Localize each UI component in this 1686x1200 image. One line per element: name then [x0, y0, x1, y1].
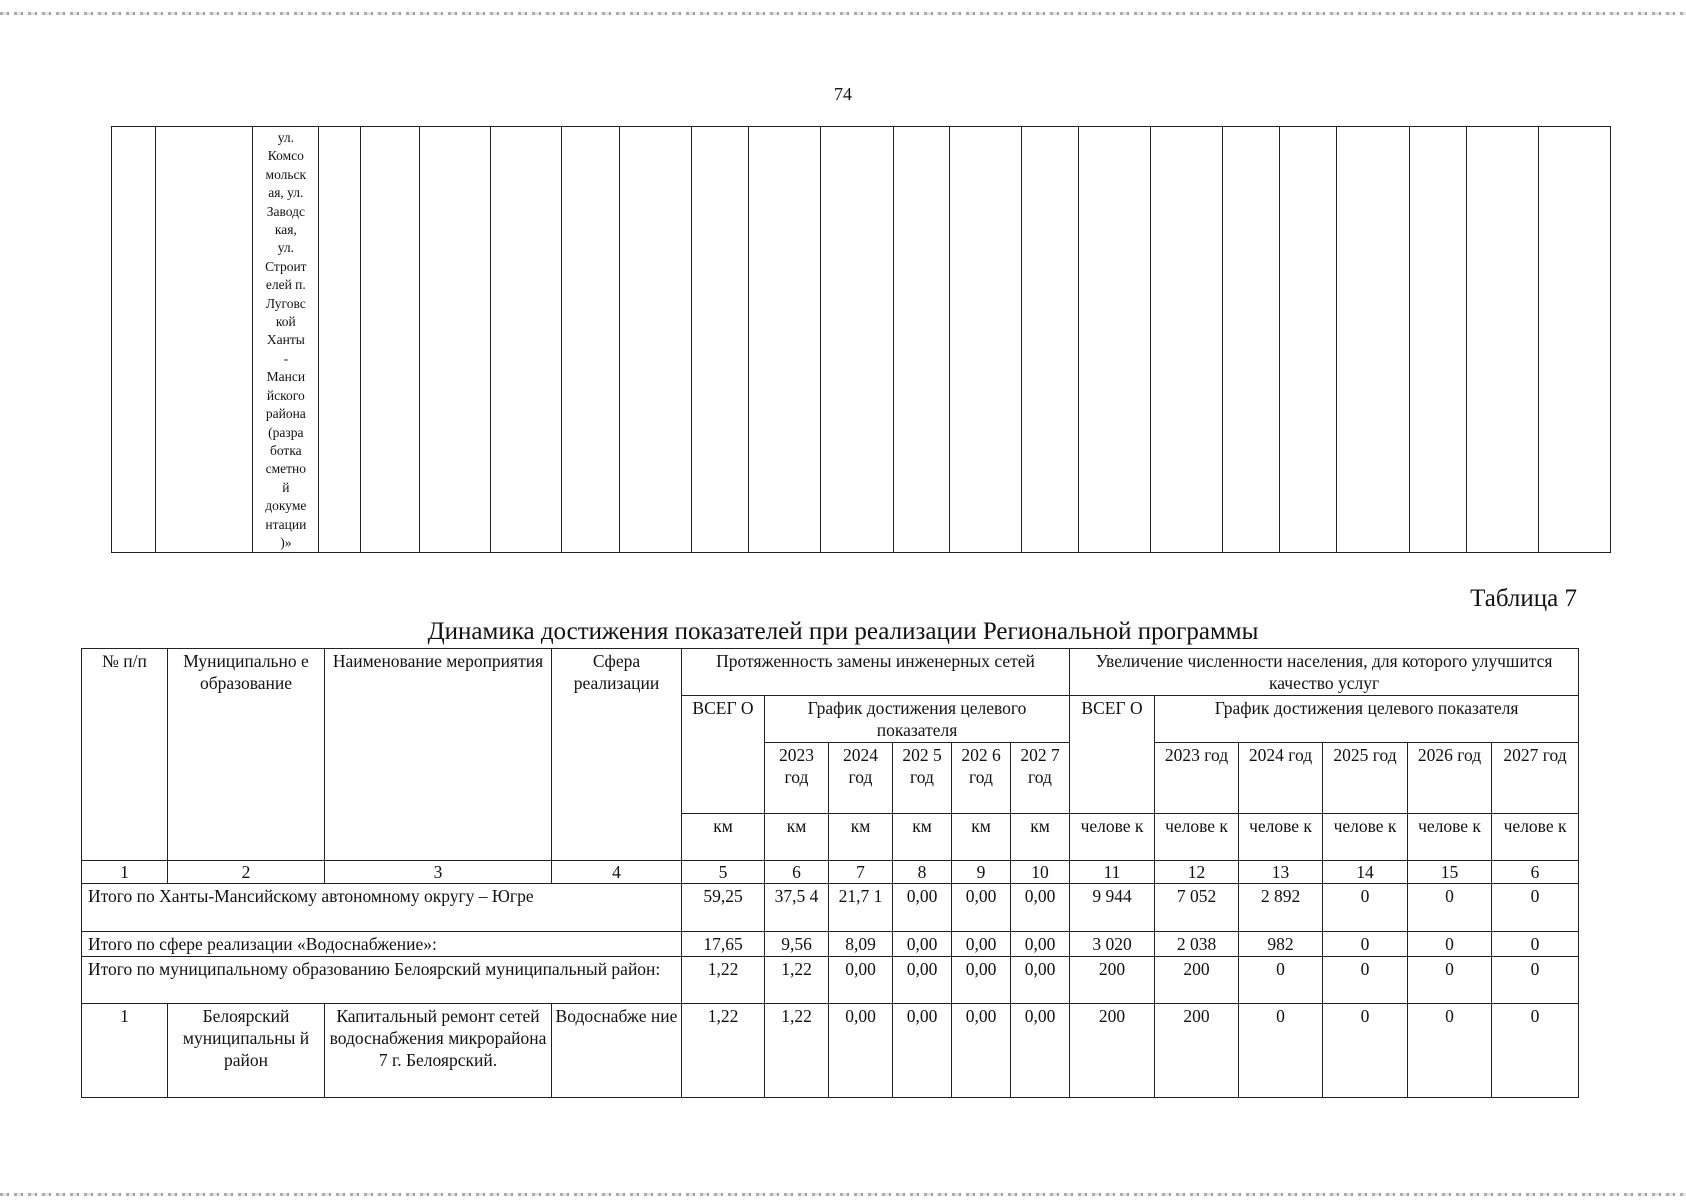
continuation-cell — [1151, 127, 1223, 553]
value-cell: 0 — [1492, 1004, 1579, 1098]
value-cell: 59,25 — [682, 884, 765, 932]
continuation-cell — [419, 127, 490, 553]
unit-cell: км — [952, 814, 1011, 861]
value-cell: 0 — [1408, 932, 1492, 957]
continuation-address-text: ул. Комсо мольск ая, ул. Заводс кая, ул. Строит елей п. Луговс кой Ханты - Манси йского района (разра ботка сметно й докуме нтации )» — [265, 130, 307, 550]
continuation-cell — [893, 127, 949, 553]
table-row — [82, 884, 1579, 932]
row-label: Итого по Ханты-Мансийскому автономному округу – Югре — [82, 884, 682, 932]
column-number: 12 — [1155, 861, 1239, 884]
value-cell: 0 — [1323, 957, 1408, 1004]
unit-cell: челове к — [1323, 814, 1408, 861]
header-event-name: Наименование мероприятия — [325, 649, 552, 861]
column-number: 2 — [168, 861, 325, 884]
value-cell: 200 — [1155, 1004, 1239, 1098]
value-cell: 9 944 — [1070, 884, 1155, 932]
value-cell: 3 020 — [1070, 932, 1155, 957]
value-cell: 17,65 — [682, 932, 765, 957]
detail-event-name: Капитальный ремонт сетей водоснабжения микрорайона 7 г. Белоярский. — [325, 1004, 552, 1098]
unit-cell: км — [682, 814, 765, 861]
value-cell: 0 — [1408, 957, 1492, 1004]
value-cell: 0,00 — [829, 957, 893, 1004]
value-cell: 0 — [1408, 1004, 1492, 1098]
value-cell: 0,00 — [1011, 884, 1070, 932]
continuation-cell — [1538, 127, 1610, 553]
column-number: 6 — [1492, 861, 1579, 884]
continuation-cell — [1021, 127, 1078, 553]
header-year-b: 2023 год — [1155, 743, 1239, 814]
continuation-cell — [361, 127, 419, 553]
column-number: 10 — [1011, 861, 1070, 884]
continuation-cell — [1078, 127, 1150, 553]
scan-edge-top — [0, 12, 1686, 15]
indicators-table — [81, 648, 1579, 1098]
table-row — [82, 1004, 1579, 1098]
column-number: 11 — [1070, 861, 1155, 884]
continuation-cell — [112, 127, 156, 553]
detail-municipality: Белоярский муниципальны й район — [168, 1004, 325, 1098]
header-sphere: Сфера реализации — [552, 649, 682, 861]
value-cell: 0 — [1492, 957, 1579, 1004]
continuation-cell — [1280, 127, 1337, 553]
continuation-address-cell — [253, 127, 319, 553]
value-cell: 0,00 — [1011, 932, 1070, 957]
value-cell: 0,00 — [893, 957, 952, 1004]
value-cell: 200 — [1070, 1004, 1155, 1098]
column-number: 7 — [829, 861, 893, 884]
header-year-a: 2023 год — [765, 743, 829, 814]
value-cell: 7 052 — [1155, 884, 1239, 932]
unit-cell: км — [1011, 814, 1070, 861]
continuation-cell — [821, 127, 893, 553]
value-cell: 0 — [1323, 884, 1408, 932]
value-cell: 2 892 — [1239, 884, 1323, 932]
header-year-b: 2027 год — [1492, 743, 1579, 814]
header-schedule-b: График достижения целевого показателя — [1155, 696, 1579, 743]
value-cell: 0,00 — [893, 1004, 952, 1098]
header-year-b: 2024 год — [1239, 743, 1323, 814]
value-cell: 0 — [1239, 957, 1323, 1004]
continuation-cell — [619, 127, 691, 553]
value-cell: 1,22 — [682, 1004, 765, 1098]
value-cell: 0,00 — [952, 957, 1011, 1004]
value-cell: 1,22 — [682, 957, 765, 1004]
continuation-cell — [156, 127, 253, 553]
header-municipality: Муниципально е образование — [168, 649, 325, 861]
header-num: № п/п — [82, 649, 168, 861]
scan-edge-bottom — [0, 1193, 1686, 1196]
header-year-b: 2026 год — [1408, 743, 1492, 814]
header-total-b: ВСЕГ О — [1070, 696, 1155, 814]
unit-cell: челове к — [1239, 814, 1323, 861]
value-cell: 9,56 — [765, 932, 829, 957]
unit-cell: челове к — [1155, 814, 1239, 861]
unit-cell: челове к — [1070, 814, 1155, 861]
unit-cell: км — [829, 814, 893, 861]
unit-cell: челове к — [1492, 814, 1579, 861]
value-cell: 200 — [1155, 957, 1239, 1004]
continuation-cell — [749, 127, 821, 553]
value-cell: 0 — [1492, 932, 1579, 957]
value-cell: 1,22 — [765, 1004, 829, 1098]
column-number: 6 — [765, 861, 829, 884]
detail-sphere: Водоснабже ние — [552, 1004, 682, 1098]
continuation-cell — [490, 127, 561, 553]
value-cell: 0,00 — [952, 1004, 1011, 1098]
column-number: 4 — [552, 861, 682, 884]
value-cell: 200 — [1070, 957, 1155, 1004]
value-cell: 37,5 4 — [765, 884, 829, 932]
header-year-b: 2025 год — [1323, 743, 1408, 814]
table-row — [82, 932, 1579, 957]
header-year-a: 202 5 год — [893, 743, 952, 814]
value-cell: 0,00 — [1011, 1004, 1070, 1098]
value-cell: 0 — [1239, 1004, 1323, 1098]
continuation-cell — [561, 127, 619, 553]
value-cell: 0,00 — [893, 932, 952, 957]
value-cell: 0,00 — [829, 1004, 893, 1098]
page-number: 74 — [834, 84, 852, 104]
column-number: 9 — [952, 861, 1011, 884]
value-cell: 0 — [1408, 884, 1492, 932]
continuation-cell — [1466, 127, 1538, 553]
unit-cell: км — [765, 814, 829, 861]
column-number: 5 — [682, 861, 765, 884]
continuation-table — [111, 126, 1611, 553]
column-number: 8 — [893, 861, 952, 884]
header-year-a: 202 7 год — [1011, 743, 1070, 814]
value-cell: 0,00 — [1011, 957, 1070, 1004]
value-cell: 0,00 — [893, 884, 952, 932]
header-year-a: 2024 год — [829, 743, 893, 814]
value-cell: 982 — [1239, 932, 1323, 957]
table-label: Таблица 7 — [1470, 585, 1577, 612]
table-title: Динамика достижения показателей при реализации Региональной программы — [427, 618, 1259, 645]
continuation-cell — [319, 127, 361, 553]
header-population-group: Увеличение численности населения, для которого улучшится качество услуг — [1070, 649, 1579, 696]
column-number: 1 — [82, 861, 168, 884]
value-cell: 0,00 — [952, 884, 1011, 932]
column-number: 3 — [325, 861, 552, 884]
value-cell: 0 — [1323, 932, 1408, 957]
column-number: 13 — [1239, 861, 1323, 884]
header-year-a: 202 6 год — [952, 743, 1011, 814]
header-schedule-a: График достижения целевого показателя — [765, 696, 1070, 743]
unit-cell: челове к — [1408, 814, 1492, 861]
value-cell: 2 038 — [1155, 932, 1239, 957]
value-cell: 0 — [1323, 1004, 1408, 1098]
row-label: Итого по сфере реализации «Водоснабжение»: — [82, 932, 682, 957]
header-total-a: ВСЕГ О — [682, 696, 765, 814]
unit-cell: км — [893, 814, 952, 861]
continuation-cell — [1409, 127, 1466, 553]
continuation-cell — [1337, 127, 1409, 553]
value-cell: 0,00 — [952, 932, 1011, 957]
continuation-cell — [692, 127, 749, 553]
continuation-cell — [1223, 127, 1280, 553]
value-cell: 1,22 — [765, 957, 829, 1004]
value-cell: 8,09 — [829, 932, 893, 957]
table-row — [82, 957, 1579, 1004]
continuation-cell — [949, 127, 1021, 553]
detail-num: 1 — [82, 1004, 168, 1098]
value-cell: 21,7 1 — [829, 884, 893, 932]
value-cell: 0 — [1492, 884, 1579, 932]
column-number: 15 — [1408, 861, 1492, 884]
header-networks-group: Протяженность замены инженерных сетей — [682, 649, 1070, 696]
column-number: 14 — [1323, 861, 1408, 884]
row-label: Итого по муниципальному образованию Белоярский муниципальный район: — [82, 957, 682, 1004]
